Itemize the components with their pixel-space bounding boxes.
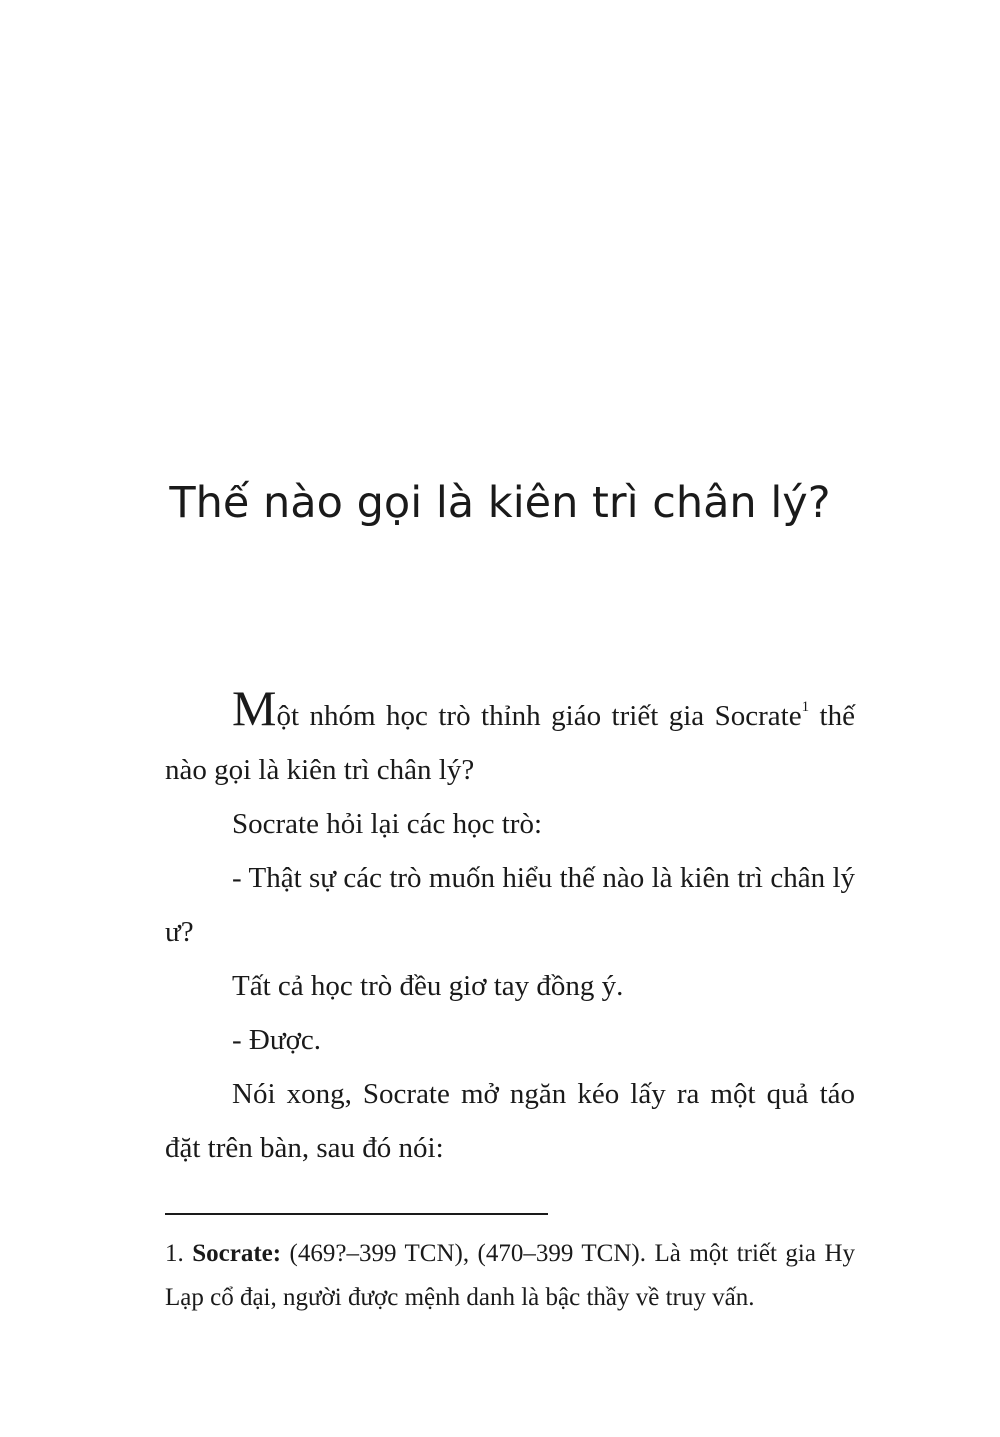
paragraph-1: [165, 680, 855, 797]
footnote-number: 1.: [165, 1240, 193, 1267]
body-text: [165, 680, 855, 1175]
footnote: [165, 1232, 855, 1320]
paragraph-1-text: ột nhóm học trò thỉnh giáo triết gia Socrate: [276, 700, 802, 732]
chapter-title: Thế nào gọi là kiên trì chân lý?: [169, 478, 831, 528]
footnote-text: (469?–399 TCN), (470–399 TCN). Là một triết gia Hy Lạp cổ đại, người được mệnh danh là bậc thầy về truy vấn.: [165, 1240, 856, 1311]
paragraph-5: - Được.: [232, 1024, 322, 1056]
footnote-term: Socrate:: [192, 1240, 282, 1267]
paragraph-1-tail: thế nào gọi là kiên trì chân lý?: [165, 700, 855, 786]
footnote-reference: 1: [801, 699, 810, 715]
paragraph-4: Tất cả học trò đều giơ tay đồng ý.: [232, 970, 624, 1002]
drop-cap: M: [232, 680, 277, 736]
paragraph-6: Nói xong, Socrate mở ngăn kéo lấy ra một quả táo đặt trên bàn, sau đó nói:: [165, 1078, 855, 1164]
paragraph-3: - Thật sự các trò muốn hiểu thế nào là kiên trì chân lý ư?: [165, 862, 855, 948]
paragraph-2: Socrate hỏi lại các học trò:: [232, 808, 543, 840]
footnote-divider: [165, 1213, 548, 1215]
